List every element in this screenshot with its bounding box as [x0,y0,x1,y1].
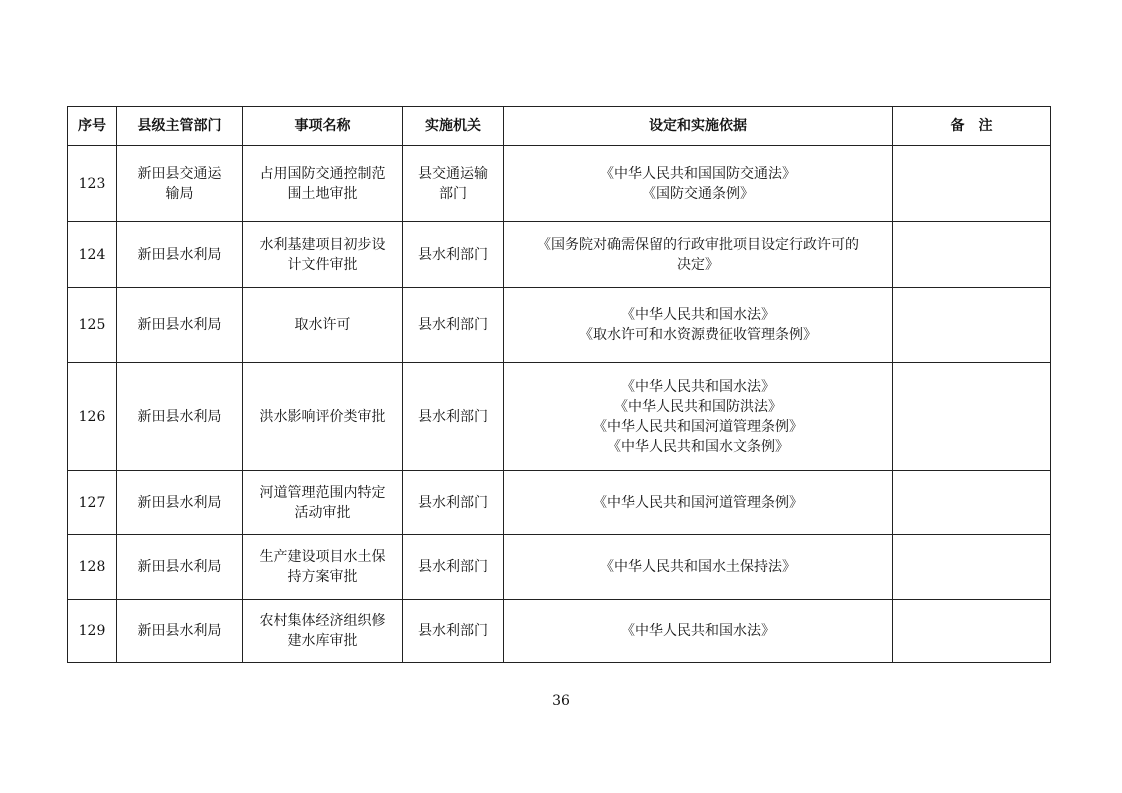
cell-item-line: 活动审批 [294,504,351,521]
cell-basis-line: 《国务院对确需保留的行政审批项目设定行政许可的 [537,236,859,253]
cell-remark [893,600,1051,663]
cell-basis-line: 《取水许可和水资源费征收管理条例》 [579,327,817,343]
cell-basis [504,471,893,535]
cell-item [243,288,403,363]
cell-department [117,288,243,363]
cell-item [243,146,403,222]
cell-agency-line: 县水利部门 [418,623,488,639]
cell-agency [403,471,504,535]
cell-item-line: 持方案审批 [287,569,358,585]
table-row [68,363,1051,471]
cell-agency-line: 县水利部门 [418,494,488,511]
cell-item-line: 计文件审批 [287,256,358,273]
cell-item-line: 洪水影响评价类审批 [259,408,386,425]
table-row [68,600,1051,663]
cell-agency-line: 县水利部门 [418,559,488,575]
cell-basis-line: 《中华人民共和国水法》 [621,307,775,323]
cell-item-line: 取水许可 [294,317,351,333]
cell-item-line: 水利基建项目初步设 [259,236,386,253]
cell-agency-line: 部门 [439,185,467,202]
cell-index: 125 [68,288,117,363]
cell-agency-line: 县交通运输 [418,165,488,182]
header-basis: 设定和实施依据 [504,107,893,146]
cell-basis [504,535,893,600]
cell-department [117,471,243,535]
cell-department [117,222,243,288]
cell-agency [403,222,504,288]
cell-basis-line: 《国防交通条例》 [642,185,754,202]
cell-department-line: 新田县水利局 [137,494,222,511]
cell-department-line: 新田县水利局 [137,317,222,333]
header-item: 事项名称 [243,107,403,146]
cell-remark [893,471,1051,535]
cell-department [117,363,243,471]
cell-remark [893,222,1051,288]
cell-department [117,600,243,663]
cell-agency [403,146,504,222]
cell-basis [504,600,893,663]
table-body [68,146,1051,663]
cell-remark [893,146,1051,222]
cell-department [117,535,243,600]
table-row [68,146,1051,222]
approval-items-table [67,106,1051,663]
header-agency: 实施机关 [403,107,504,146]
cell-department-line: 新田县水利局 [137,623,222,639]
cell-basis-line: 《中华人民共和国国防交通法》 [600,165,796,182]
cell-agency-line: 县水利部门 [418,317,488,333]
header-index: 序号 [68,107,117,146]
cell-department-line: 新田县交通运 [137,165,222,182]
cell-basis-line: 《中华人民共和国防洪法》 [614,398,782,415]
cell-agency-line: 县水利部门 [418,408,488,425]
cell-basis [504,288,893,363]
table-header-row [68,107,1051,146]
cell-item-line: 生产建设项目水土保 [259,549,386,565]
cell-agency [403,363,504,471]
header-department: 县级主管部门 [117,107,243,146]
cell-basis-line: 《中华人民共和国水土保持法》 [600,559,796,575]
cell-item-line: 占用国防交通控制范 [259,165,386,182]
cell-agency-line: 县水利部门 [418,246,488,263]
cell-basis-line: 《中华人民共和国水文条例》 [607,438,789,455]
cell-basis [504,146,893,222]
cell-basis-line: 《中华人民共和国河道管理条例》 [593,494,803,511]
cell-item [243,471,403,535]
cell-basis-line: 《中华人民共和国水法》 [621,623,775,639]
cell-basis-line: 《中华人民共和国河道管理条例》 [593,418,803,435]
cell-department [117,146,243,222]
cell-index: 126 [68,363,117,471]
cell-index: 129 [68,600,117,663]
header-remark: 备 注 [893,107,1051,146]
cell-item [243,535,403,600]
cell-item [243,600,403,663]
cell-item [243,363,403,471]
cell-basis [504,222,893,288]
cell-basis-line: 《中华人民共和国水法》 [621,378,775,395]
page-number: 36 [552,693,570,709]
cell-basis [504,363,893,471]
table-row [68,535,1051,600]
cell-item-line: 建水库审批 [287,633,358,649]
cell-department-line: 输局 [165,185,194,202]
cell-item-line: 围土地审批 [287,185,358,202]
cell-department-line: 新田县水利局 [137,246,222,263]
cell-basis-line: 决定》 [677,256,719,273]
cell-agency [403,600,504,663]
cell-item-line: 河道管理范围内特定 [259,484,386,501]
table-row [68,222,1051,288]
cell-index: 123 [68,146,117,222]
cell-index: 127 [68,471,117,535]
cell-department-line: 新田县水利局 [137,559,222,575]
cell-item [243,222,403,288]
cell-index: 128 [68,535,117,600]
cell-item-line: 农村集体经济组织修 [259,613,386,629]
cell-index: 124 [68,222,117,288]
cell-agency [403,535,504,600]
cell-remark [893,288,1051,363]
table-row [68,288,1051,363]
table-row [68,471,1051,535]
cell-remark [893,363,1051,471]
cell-remark [893,535,1051,600]
cell-agency [403,288,504,363]
cell-department-line: 新田县水利局 [137,408,222,425]
